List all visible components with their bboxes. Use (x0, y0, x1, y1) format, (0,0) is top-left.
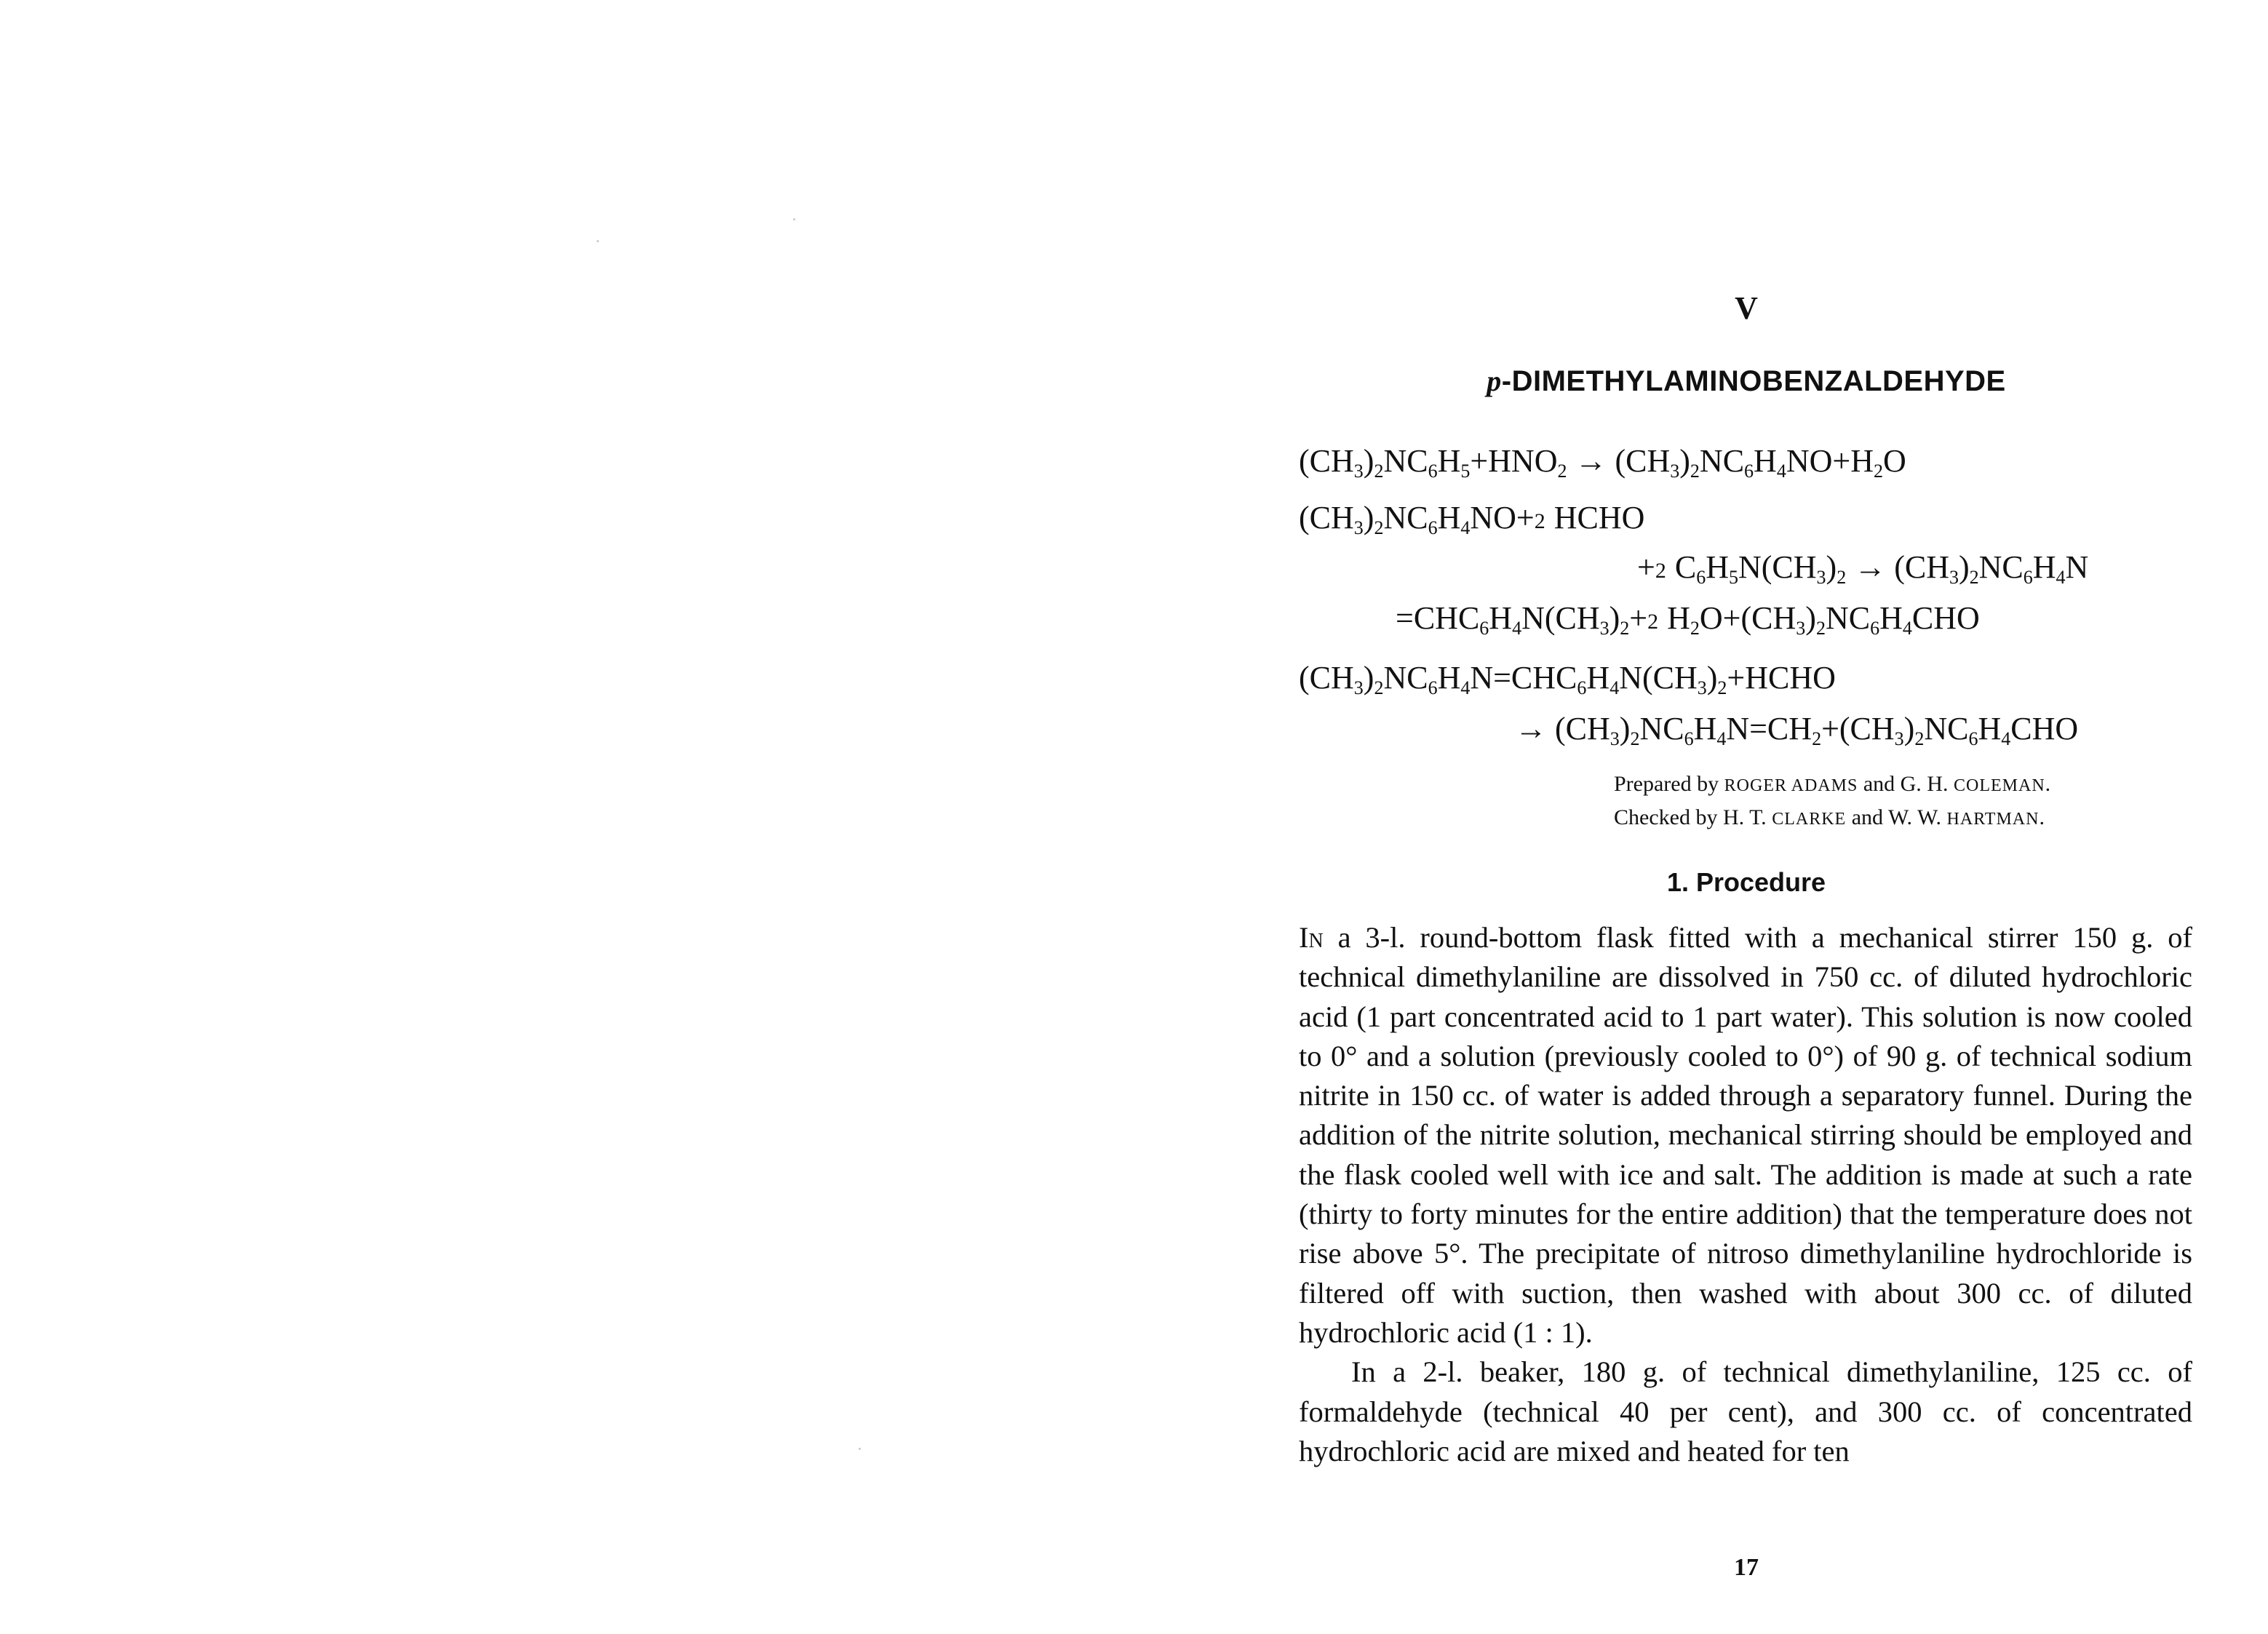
subscript: 3 (1599, 618, 1610, 639)
formula-text: NC (1383, 500, 1428, 535)
formula-text: ) (1706, 660, 1718, 696)
paper-speck (793, 218, 795, 220)
formula-text: H (1437, 660, 1461, 696)
subscript: 6 (1696, 567, 1706, 588)
subscript: 2 (1690, 618, 1700, 639)
formula-text: ) (1619, 711, 1631, 746)
paper-speck (597, 240, 599, 242)
formula-text: + (1629, 600, 1648, 636)
coefficient: 2 (1647, 610, 1660, 634)
subscript: 4 (1776, 461, 1786, 482)
chapter-number: V (1735, 290, 1758, 326)
paragraph-lead: In (1299, 921, 1324, 954)
subscript: 3 (1610, 728, 1620, 749)
formula-text: +(CH (1821, 711, 1895, 746)
subscript: 2 (1557, 461, 1567, 482)
formula-text: ) (1609, 600, 1620, 636)
credit-text: Prepared by (1614, 772, 1724, 796)
formula-text: N(CH (1738, 549, 1817, 585)
subscript: 4 (2001, 728, 2011, 749)
formula-text: NC (1383, 443, 1428, 479)
paragraph (1299, 918, 2192, 1352)
formula-text: ) (1679, 443, 1690, 479)
page-number: 17 (1734, 1554, 1759, 1581)
formula-text: N=CHC (1470, 660, 1577, 696)
subscript: 6 (1479, 618, 1489, 639)
subscript: 4 (1460, 677, 1471, 698)
subscript: 2 (1374, 517, 1384, 538)
section-heading: 1. Procedure (1666, 867, 1826, 897)
title-rest: -DIMETHYLAMINOBENZALDEHYDE (1501, 365, 2006, 397)
formula-text: HCHO (1545, 500, 1645, 535)
paper-speck (859, 1448, 861, 1450)
checked-by-line (1614, 802, 2050, 835)
subscript: 2 (1620, 618, 1630, 639)
credits (1614, 768, 2050, 835)
formula-text: NC (1639, 711, 1684, 746)
formula-text: H (1659, 600, 1690, 636)
subscript: 2 (1630, 728, 1640, 749)
procedure-text (1299, 918, 2192, 1471)
formula-text: NO+ (1470, 500, 1535, 535)
subscript: 4 (1902, 618, 1912, 639)
credit-text: and G. H. (1858, 772, 1954, 796)
subscript: 3 (1949, 567, 1959, 588)
formula-text: NC (1978, 549, 2024, 585)
subscript: 3 (1796, 618, 1806, 639)
chapter-title (1299, 364, 2194, 398)
formula-text: ) (1903, 711, 1915, 746)
formula-text: H (1437, 443, 1461, 479)
credit-text: . (2039, 805, 2045, 829)
formula-text: + (1637, 549, 1655, 585)
subscript: 6 (1428, 677, 1438, 698)
equation-nitrosation (1299, 445, 1906, 481)
formula-text: ) (1363, 443, 1374, 479)
prepared-by-line (1614, 768, 2050, 802)
formula-text: (CH (1299, 500, 1354, 535)
formula-text: NC (1383, 660, 1428, 696)
subscript: 2 (1969, 567, 1979, 588)
title-prefix: p (1487, 364, 1502, 397)
subscript: 6 (1684, 728, 1694, 749)
subscript: 2 (1837, 567, 1847, 588)
equation-condensation-line1 (1299, 502, 1644, 538)
formula-text: N(CH (1521, 600, 1600, 636)
subscript: 3 (1670, 461, 1680, 482)
equation-condensation-line2 (1637, 551, 2088, 587)
formula-text: O (1882, 443, 1906, 479)
subscript: 3 (1697, 677, 1707, 698)
subscript: 6 (1744, 461, 1754, 482)
formula-text: H (1489, 600, 1513, 636)
subscript: 2 (1374, 677, 1384, 698)
paragraph: In a 2-l. beaker, 180 g. of technical dimethylaniline, 125 cc. of formaldehyde (technical 40 per cent), and 300 cc. of concentrated hydrochloric acid are mixed and heated for ten (1299, 1355, 2192, 1467)
subscript: 3 (1353, 461, 1364, 482)
formula-text: H (2032, 549, 2056, 585)
subscript: 4 (1716, 728, 1727, 749)
formula-text: H (1437, 500, 1461, 535)
subscript: 4 (1460, 517, 1471, 538)
formula-text: N(CH (1619, 660, 1698, 696)
formula-text: (CH (1299, 443, 1354, 479)
subscript: 6 (1428, 461, 1438, 482)
subscript: 2 (1717, 677, 1727, 698)
formula-text: N (2065, 549, 2089, 585)
credit-name: ROGER ADAMS (1724, 776, 1858, 795)
subscript: 3 (1353, 517, 1364, 538)
credit-name: COLEMAN (1953, 776, 2045, 795)
formula-text: C (1666, 549, 1697, 585)
formula-text: O+(CH (1699, 600, 1797, 636)
formula-text: NC (1699, 443, 1745, 479)
credit-text: Checked by H. T. (1614, 805, 1772, 829)
subscript: 3 (1816, 567, 1826, 588)
credit-text: and W. W. (1846, 805, 1947, 829)
formula-text: NO+H (1786, 443, 1874, 479)
formula-text: CHO (2010, 711, 2079, 746)
credit-name: HARTMAN (1946, 810, 2040, 829)
subscript: 2 (1812, 728, 1822, 749)
formula-text: (CH (1299, 660, 1354, 696)
equation-hydrolysis-line2 (1515, 713, 2078, 749)
formula-text: H (1879, 600, 1903, 636)
subscript: 6 (1968, 728, 1978, 749)
credit-text: . (2045, 772, 2051, 796)
formula-text: H (1978, 711, 2002, 746)
formula-text: +HCHO (1727, 660, 1836, 696)
subscript: 6 (1577, 677, 1587, 698)
credit-name: CLARKE (1772, 810, 1847, 829)
subscript: 2 (1690, 461, 1700, 482)
subscript: 4 (2056, 567, 2066, 588)
formula-text: → (CH (1846, 549, 1949, 585)
formula-text: H (1693, 711, 1717, 746)
subscript: 4 (1512, 618, 1522, 639)
subscript: 2 (1815, 618, 1826, 639)
formula-text: CHO (1911, 600, 1980, 636)
formula-text: ) (1363, 500, 1374, 535)
subscript: 3 (1894, 728, 1904, 749)
equation-hydrolysis-line1 (1299, 662, 1836, 698)
subscript: 3 (1353, 677, 1364, 698)
equation-condensation-line3 (1396, 602, 1980, 638)
formula-text: ) (1958, 549, 1970, 585)
coefficient: 2 (1655, 559, 1667, 583)
formula-text: H (1706, 549, 1729, 585)
subscript: 5 (1460, 461, 1471, 482)
formula-text: H (1754, 443, 1777, 479)
subscript: 2 (1374, 461, 1384, 482)
subscript: 2 (1873, 461, 1883, 482)
formula-text: NC (1924, 711, 1969, 746)
formula-text: NC (1825, 600, 1871, 636)
formula-text: → (CH (1515, 711, 1610, 746)
subscript: 6 (1870, 618, 1880, 639)
formula-text: N=CH (1726, 711, 1813, 746)
formula-text: H (1586, 660, 1610, 696)
paragraph-text: a 3-l. round-bottom flask fitted with a mechanical stirrer 150 g. of technical dimethylaniline are dissolved in 750 cc. of diluted hydrochloric acid (1 part concentrated acid to 1 part water). This solution is now cooled to 0° and a solution (previously cooled to 0°) of 90 g. of technical sodium nitrite in 150 cc. of water is added through a separatory funnel. During the addition of the nitrite solution, mechanical stirring should be employed and the flask cooled well with ice and salt. The addition is made at such a rate (thirty to forty minutes for the entire addition) that the temperature does not rise above 5°. The precipitate of nitroso dimethylaniline hydrochloride is filtered off with suction, then washed with about 300 cc. of diluted hydrochloric acid (1 : 1). (1299, 921, 2192, 1349)
formula-text: ) (1826, 549, 1837, 585)
formula-text: → (CH (1567, 443, 1671, 479)
formula-text: +HNO (1470, 443, 1558, 479)
formula-text: ) (1805, 600, 1816, 636)
subscript: 2 (1914, 728, 1925, 749)
formula-text: =CHC (1396, 600, 1480, 636)
coefficient: 2 (1534, 509, 1546, 533)
subscript: 6 (1428, 517, 1438, 538)
formula-text: ) (1363, 660, 1374, 696)
subscript: 4 (1610, 677, 1620, 698)
subscript: 5 (1728, 567, 1738, 588)
subscript: 6 (2023, 567, 2033, 588)
